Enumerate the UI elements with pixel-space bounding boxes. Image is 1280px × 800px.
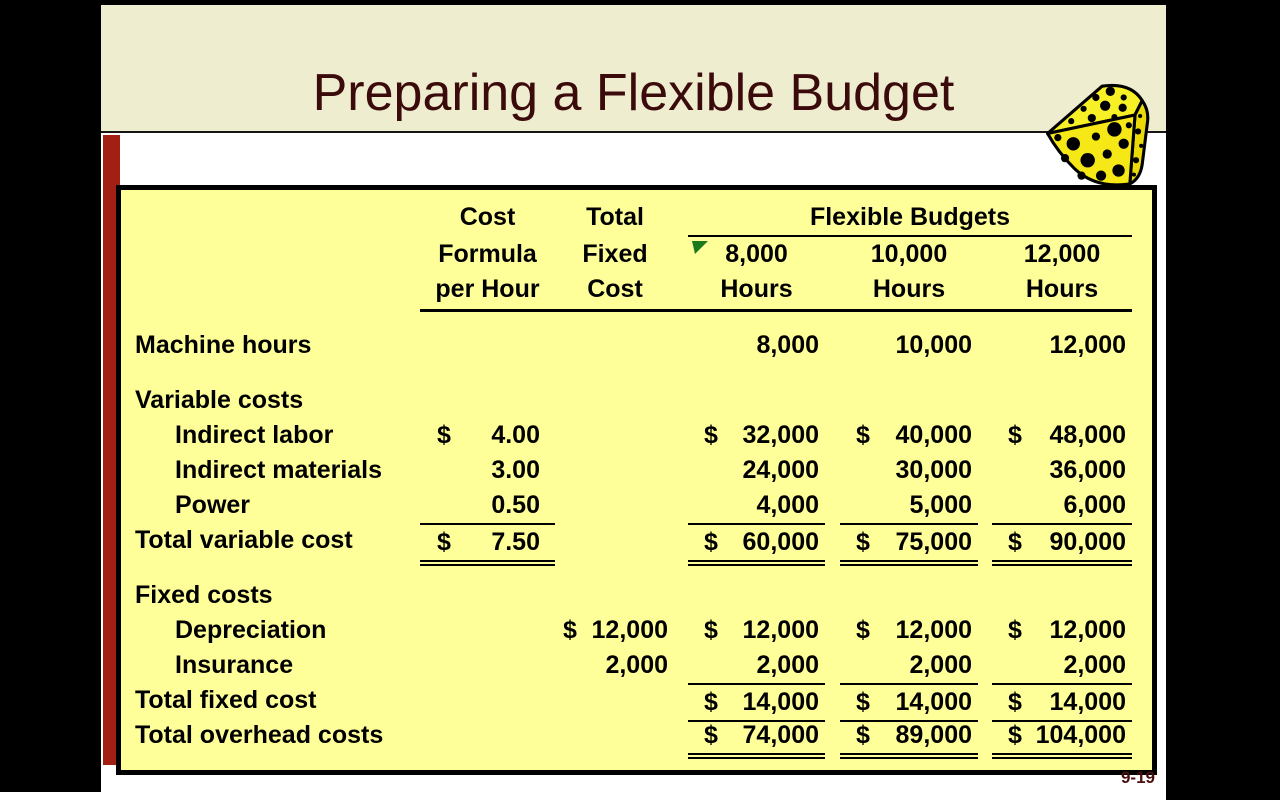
header-formula-line2: Formula [438,240,537,268]
cell-value: 5,000 [909,491,972,519]
cell-value: 7.50 [491,528,540,556]
header-formula-line1: Cost [459,203,516,231]
dollar-sign: $ [704,616,718,644]
row-label: Machine hours [135,331,312,359]
cell-value: 2,000 [605,651,668,679]
cell-value: 60,000 [742,528,819,556]
dollar-sign: $ [856,721,870,749]
section-label: Fixed costs [135,581,273,609]
row-depreciation [135,613,1138,648]
cell-value: 12,000 [591,616,668,644]
dollar-sign: $ [1008,421,1022,449]
cell-value: 32,000 [742,421,819,449]
row-total-overhead-costs [135,718,1138,753]
header-volume-10000: 10,000 [870,240,948,268]
cell-value: 75,000 [895,528,972,556]
header-unit-3: Hours [1025,275,1099,303]
header-volume-12000: 12,000 [1023,240,1101,268]
dollar-sign: $ [704,421,718,449]
dollar-sign: $ [856,688,870,716]
cell-value: 74,000 [742,721,819,749]
header-fixed-line3: Cost [587,275,643,303]
table-header-row-3 [135,272,1138,307]
row-label: Power [175,491,251,519]
table-header-row-2 [135,237,1138,272]
cell-value: 36,000 [1049,456,1126,484]
dollar-sign: $ [856,421,870,449]
cell-value: 48,000 [1049,421,1126,449]
dollar-sign: $ [704,688,718,716]
comment-marker-icon [692,240,709,255]
dollar-sign: $ [704,721,718,749]
row-power [135,488,1138,523]
header-formula-line3: per Hour [435,275,540,303]
row-indirect-materials [135,453,1138,488]
row-label: Total overhead costs [135,721,384,749]
cell-value: 6,000 [1063,491,1126,519]
letterbox-left [0,0,101,792]
section-label: Variable costs [135,386,304,414]
page-number: 9-19 [1120,768,1155,787]
cell-value: 4,000 [756,491,819,519]
cell-value: 2,000 [909,651,972,679]
row-fixed-costs-section [135,578,1138,613]
title-band [101,5,1166,133]
cell-value: 12,000 [1049,616,1126,644]
header-rule [420,309,1132,312]
dollar-sign: $ [704,528,718,556]
dollar-sign: $ [437,528,451,556]
cell-value: 3.00 [491,456,540,484]
cell-value: 14,000 [1049,688,1126,716]
header-fixed-line2: Fixed [582,240,648,268]
row-label: Depreciation [175,616,327,644]
dollar-sign: $ [856,616,870,644]
header-unit-2: Hours [872,275,946,303]
dollar-sign: $ [563,616,577,644]
cell-value: 24,000 [742,456,819,484]
dollar-sign: $ [1008,688,1022,716]
row-total-variable-cost [135,523,1138,558]
row-label: Total fixed cost [135,686,317,714]
budget-table [116,185,1157,775]
row-insurance [135,648,1138,683]
row-label: Indirect labor [175,421,334,449]
cell-value: 8,000 [756,331,819,359]
table-header-row-1 [135,200,1138,237]
cell-value: 14,000 [895,688,972,716]
cell-value: 10,000 [895,331,972,359]
cell-value: 12,000 [895,616,972,644]
row-label: Total variable cost [135,526,353,554]
cell-value: 2,000 [756,651,819,679]
row-machine-hours [135,328,1138,363]
cell-value: 4.00 [491,421,540,449]
cell-value: 12,000 [1049,331,1126,359]
cell-value: 89,000 [895,721,972,749]
dollar-sign: $ [1008,616,1022,644]
cell-value: 0.50 [491,491,540,519]
slide-title: Preparing a Flexible Budget [312,64,955,122]
dollar-sign: $ [1008,721,1022,749]
row-variable-costs-section [135,383,1138,418]
cell-value: 14,000 [742,688,819,716]
row-indirect-labor [135,418,1138,453]
header-unit-1: Hours [720,275,793,303]
dollar-sign: $ [437,421,451,449]
row-total-fixed-cost [135,683,1138,718]
row-label: Insurance [175,651,294,679]
cell-value: 30,000 [895,456,972,484]
cell-value: 104,000 [1035,721,1126,749]
cell-value: 12,000 [742,616,819,644]
dollar-sign: $ [856,528,870,556]
dollar-sign: $ [1008,528,1022,556]
row-label: Indirect materials [175,456,383,484]
letterbox-right [1166,0,1280,800]
header-flexible-budgets: Flexible Budgets [688,200,1132,237]
header-fixed-line1: Total [586,203,644,231]
cell-value: 2,000 [1063,651,1126,679]
cheese-icon [1042,80,1156,188]
cell-value: 40,000 [895,421,972,449]
header-volume-8000: 8,000 [688,237,825,272]
cell-value: 90,000 [1049,528,1126,556]
